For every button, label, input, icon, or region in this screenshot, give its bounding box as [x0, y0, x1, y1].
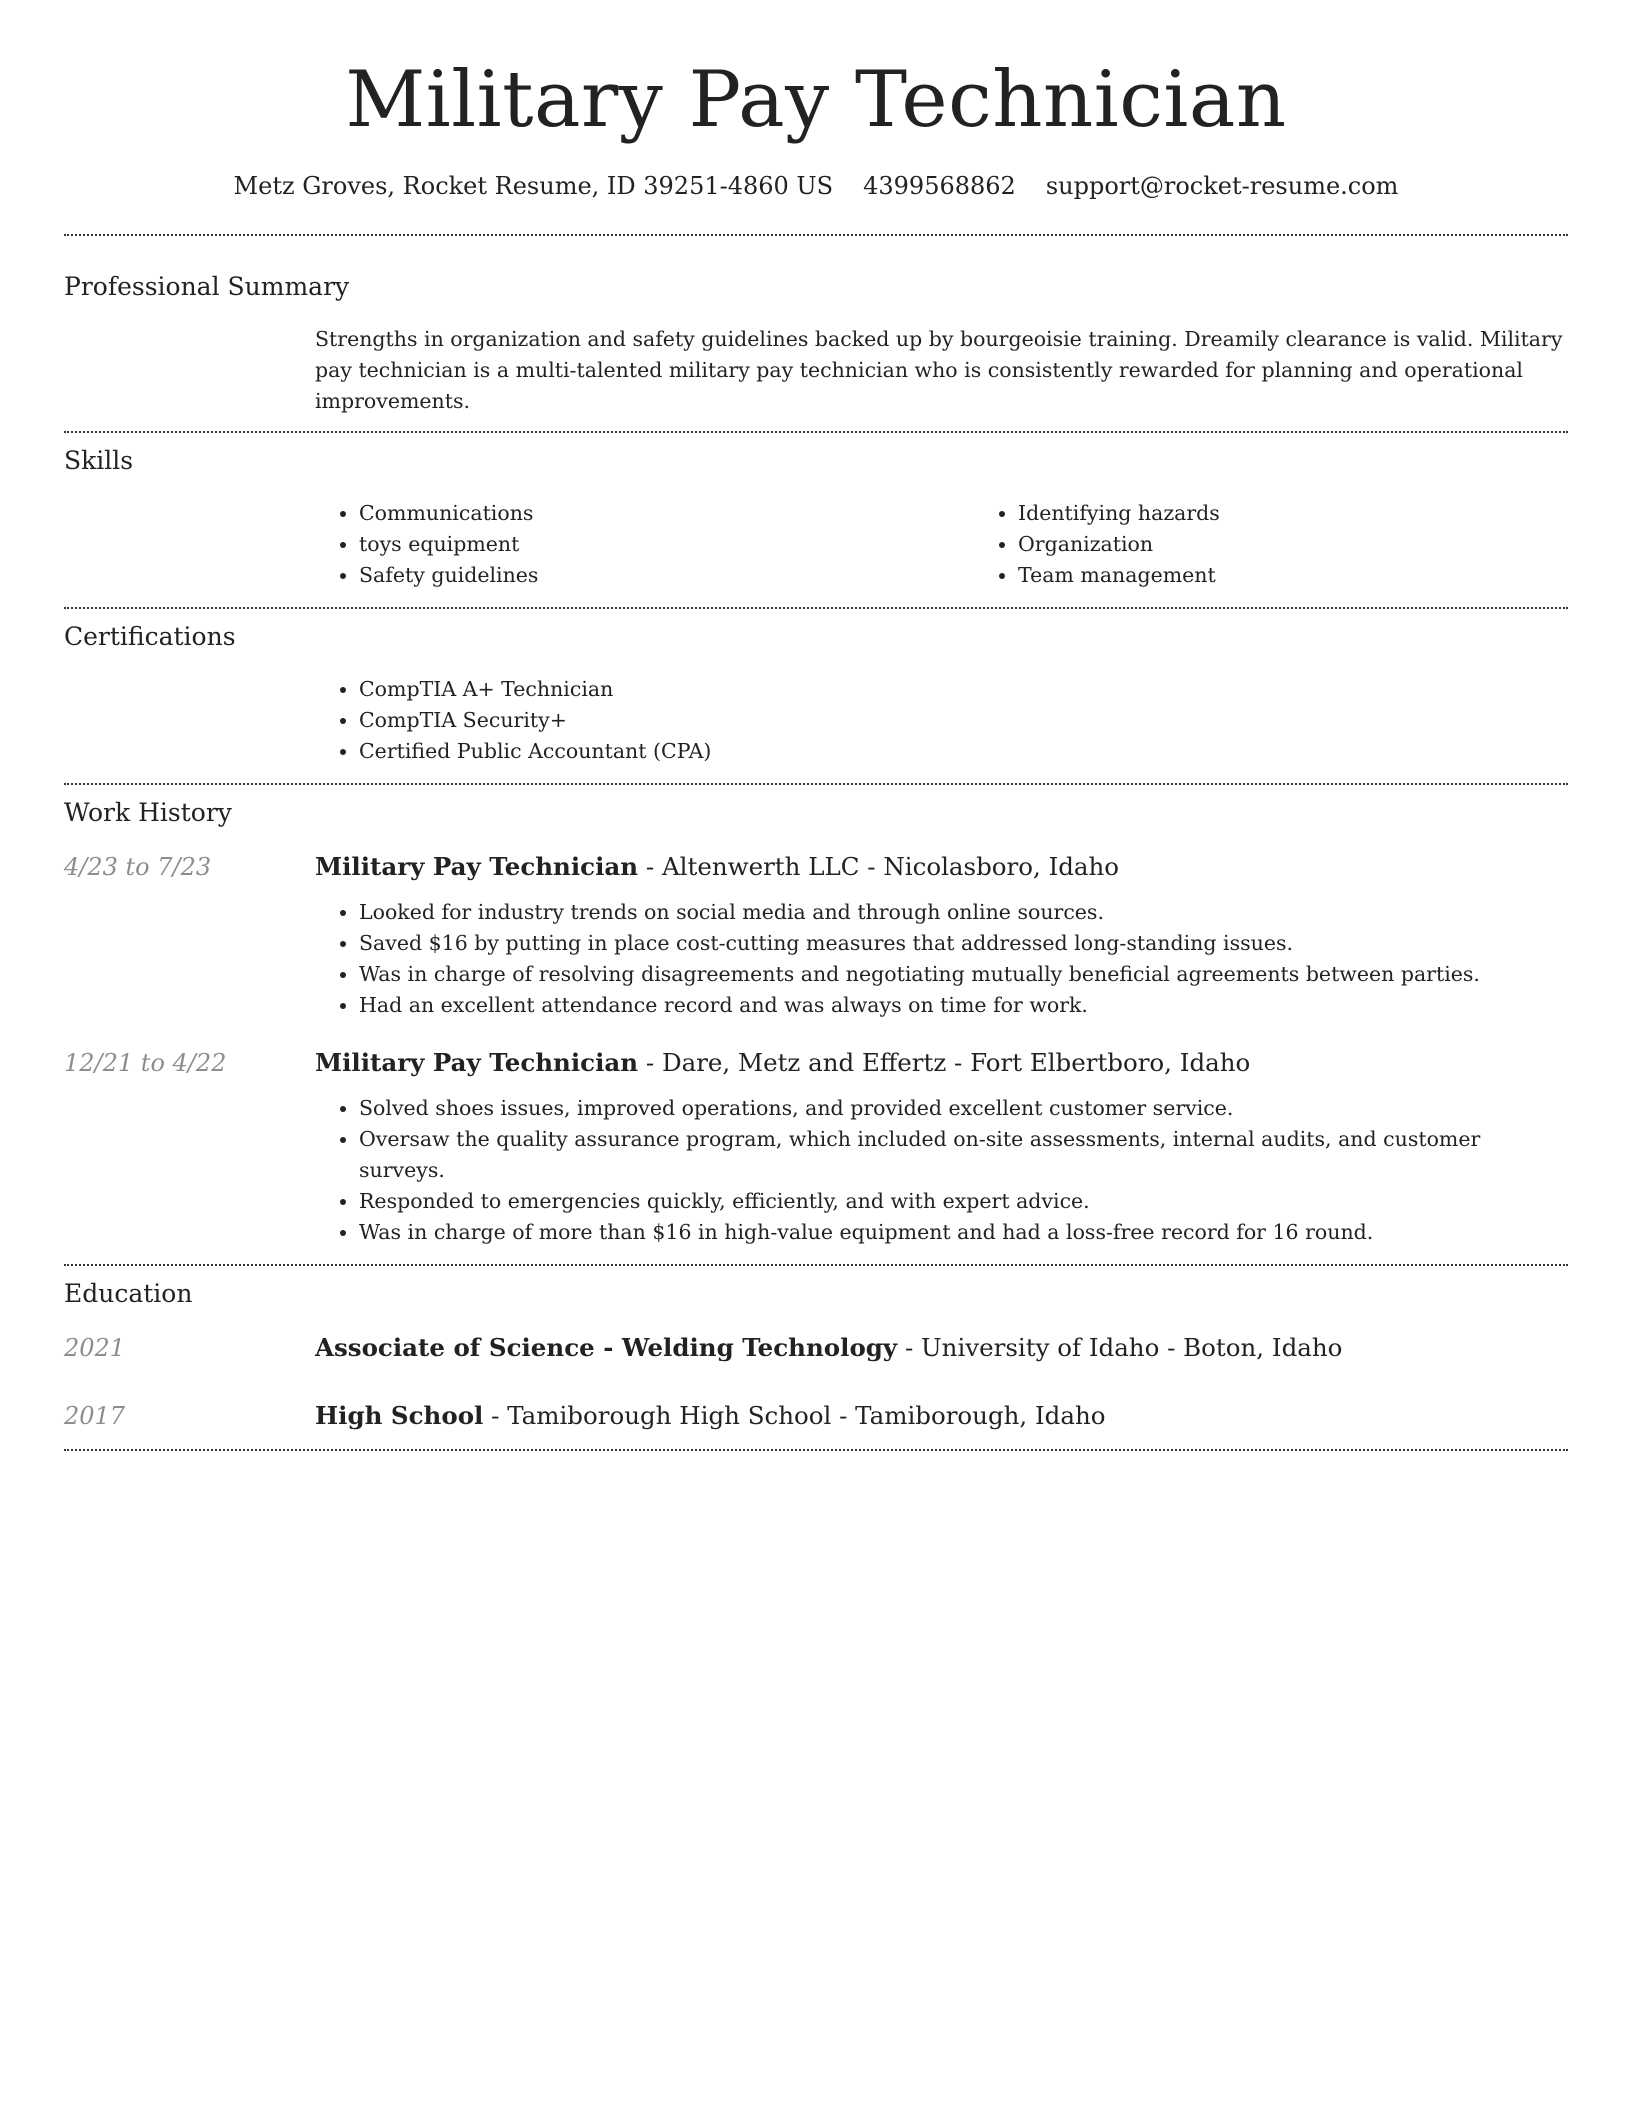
- skills-heading: Skills: [64, 446, 134, 475]
- skill-item: • toys equipment: [359, 529, 974, 560]
- skills-list: [315, 498, 1632, 591]
- job-bullet: • Looked for industry trends on social media and through online sources.: [359, 897, 1568, 928]
- education-title: [315, 1331, 1568, 1365]
- job-role: Military Pay Technician: [315, 1048, 639, 1077]
- skill-item: • Organization: [1018, 529, 1632, 560]
- education-school-location: - University of Idaho - Boton, Idaho: [897, 1333, 1343, 1362]
- job-bullet: • Responded to emergencies quickly, efficiently, and with expert advice.: [359, 1186, 1568, 1217]
- skills-section: [64, 433, 1568, 607]
- education-degree: Associate of Science - Welding Technology: [315, 1333, 898, 1362]
- certification-item: • Certified Public Accountant (CPA): [359, 736, 1568, 767]
- education-entry: [64, 1399, 1568, 1433]
- contact-address: Metz Groves, Rocket Resume, ID 39251-4860 US: [233, 172, 834, 200]
- job-bullet: • Solved shoes issues, improved operations, and provided excellent customer service.: [359, 1093, 1568, 1124]
- job-bullet: • Oversaw the quality assurance program, which included on-site assessments, internal audits, and customer surveys.: [359, 1124, 1568, 1186]
- job-entry: [64, 850, 1568, 1021]
- job-role: Military Pay Technician: [315, 852, 639, 881]
- education-entry: [64, 1331, 1568, 1365]
- certifications-list: [315, 674, 1568, 767]
- work-history-heading: Work History: [64, 798, 232, 827]
- job-employer-location: - Dare, Metz and Effertz - Fort Elbertboro, Idaho: [638, 1048, 1251, 1077]
- education-degree: High School: [315, 1401, 484, 1430]
- job-title: [315, 850, 1568, 884]
- job-bullet: • Had an excellent attendance record and was always on time for work.: [359, 990, 1568, 1021]
- skill-item: • Team management: [1018, 560, 1632, 591]
- job-dates: 4/23 to 7/23: [64, 853, 212, 881]
- contact-email[interactable]: support@rocket-resume.com: [1045, 172, 1399, 200]
- summary-heading: Professional Summary: [64, 272, 350, 301]
- section-divider: [64, 1449, 1568, 1451]
- resume-header: [64, 0, 1568, 202]
- job-employer-location: - Altenwerth LLC - Nicolasboro, Idaho: [638, 852, 1120, 881]
- contact-phone: 4399568862: [863, 172, 1016, 200]
- education-year: 2017: [64, 1402, 126, 1430]
- skill-item: • Communications: [359, 498, 974, 529]
- work-history-section: [64, 785, 1568, 1264]
- contact-line: [64, 170, 1568, 202]
- job-title: [315, 1046, 1568, 1080]
- skills-column-1: [315, 498, 974, 591]
- education-heading: Education: [64, 1279, 193, 1308]
- certifications-heading: Certifications: [64, 622, 236, 651]
- education-year: 2021: [64, 1334, 126, 1362]
- skill-item: • Identifying hazards: [1018, 498, 1632, 529]
- job-bullets: [315, 897, 1568, 1021]
- certifications-section: [64, 609, 1568, 783]
- candidate-name: Military Pay Technician: [345, 55, 1287, 145]
- skill-item: • Safety guidelines: [359, 560, 974, 591]
- summary-section: [64, 236, 1568, 431]
- education-section: [64, 1266, 1568, 1449]
- job-bullet: • Saved $16 by putting in place cost-cutting measures that addressed long-standing issues.: [359, 928, 1568, 959]
- job-bullets: [315, 1093, 1568, 1248]
- job-bullet: • Was in charge of more than $16 in high-value equipment and had a loss-free record for 16 round.: [359, 1217, 1568, 1248]
- job-entry: [64, 1046, 1568, 1248]
- job-dates: 12/21 to 4/22: [64, 1049, 227, 1077]
- summary-text: Strengths in organization and safety guidelines backed up by bourgeoisie training. Dreamily clearance is valid. Military pay technician is a multi-talented military pay technician who is consistently rewarded for planning and operational improvements.: [315, 327, 1563, 413]
- skills-column-2: [974, 498, 1632, 591]
- job-bullet: • Was in charge of resolving disagreements and negotiating mutually beneficial agreements between parties.: [359, 959, 1568, 990]
- education-title: [315, 1399, 1568, 1433]
- education-school-location: - Tamiborough High School - Tamiborough, Idaho: [483, 1401, 1106, 1430]
- certification-item: • CompTIA A+ Technician: [359, 674, 1568, 705]
- certification-item: • CompTIA Security+: [359, 705, 1568, 736]
